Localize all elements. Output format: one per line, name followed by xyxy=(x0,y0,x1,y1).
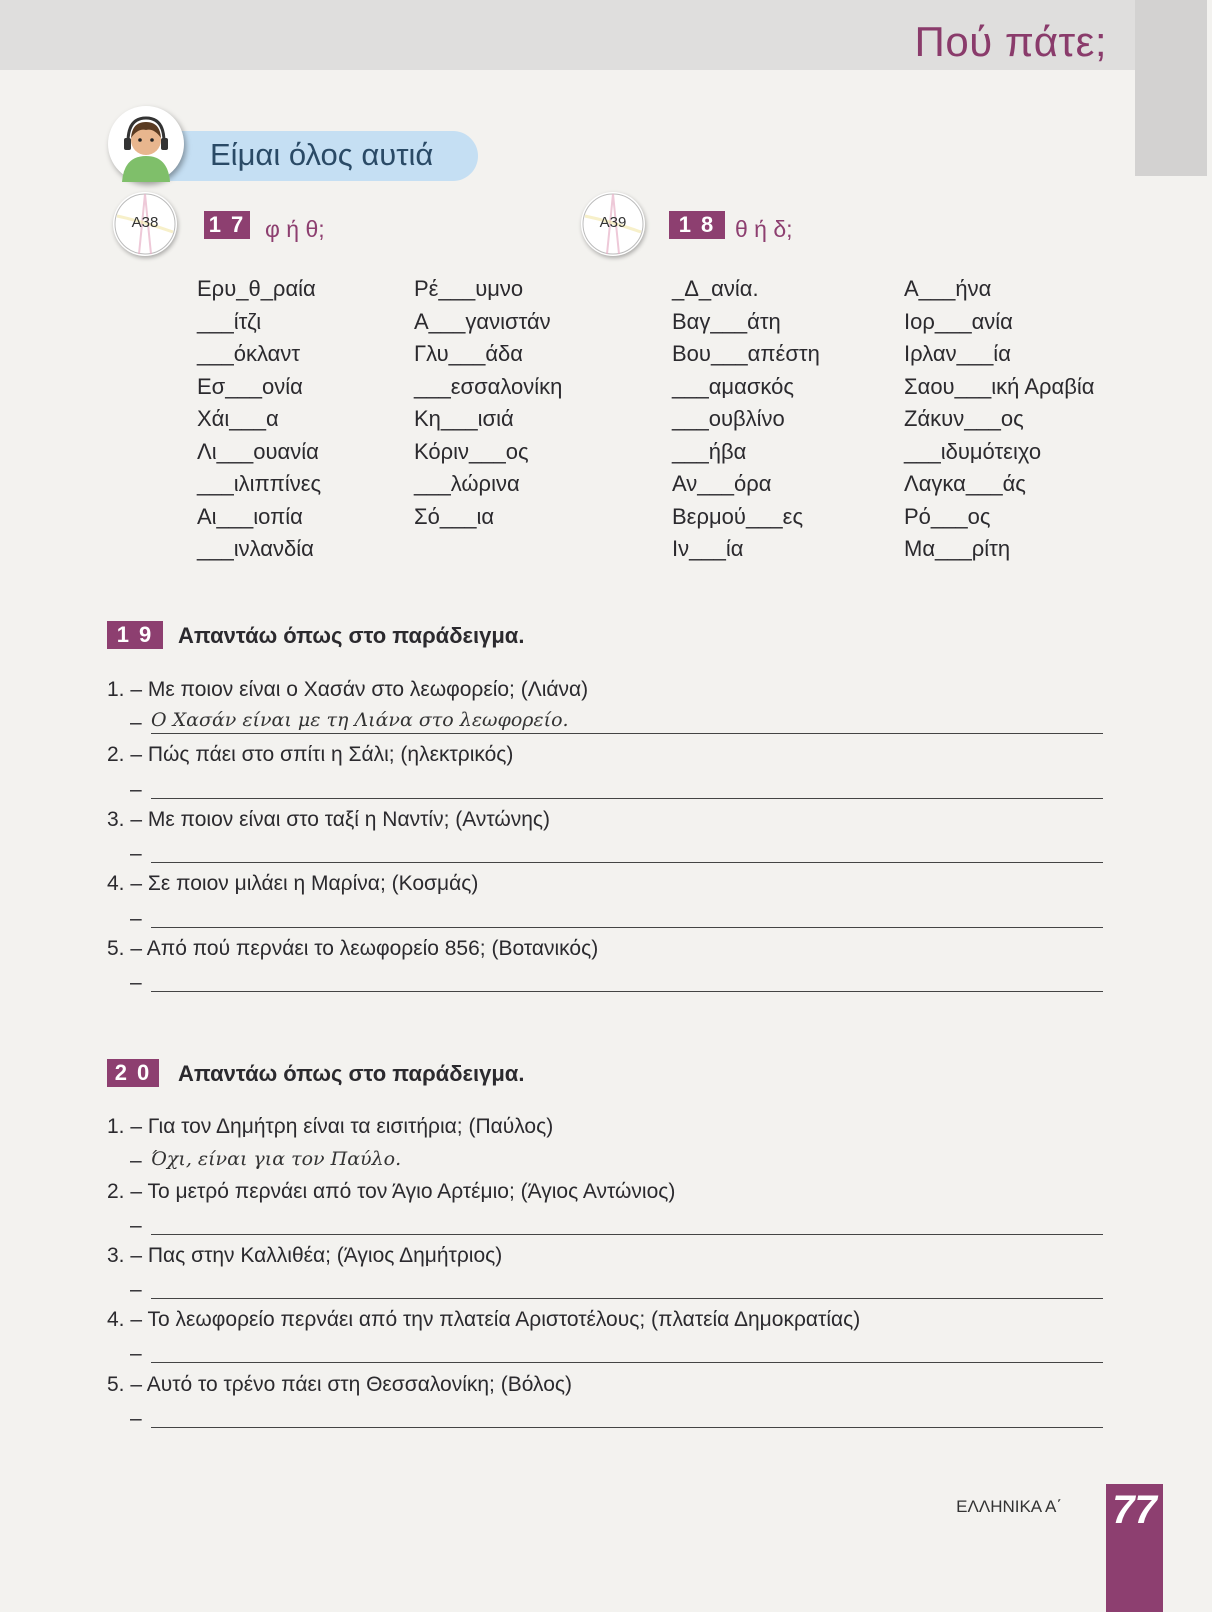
word-item: Ιορ___ανία xyxy=(904,308,1013,334)
book-title: ΕΛΛΗΝΙΚΑ Α΄ xyxy=(956,1497,1062,1516)
word-item: Βαγ___άτη xyxy=(672,308,781,334)
answer-dash: – xyxy=(130,711,142,734)
question: 5. – Αυτό το τρένο πάει στη Θεσσαλονίκη; (Βόλος) xyxy=(107,1373,572,1396)
answer-line[interactable] xyxy=(151,1362,1103,1363)
exercise-title: Απαντάω όπως στο παράδειγμα. xyxy=(178,623,525,648)
word-item: Ζάκυν___ος xyxy=(904,406,1024,431)
word-item: _Δ_ανία. xyxy=(672,276,759,301)
section-title: Είμαι όλος αυτιά xyxy=(210,137,434,172)
track-label: A38 xyxy=(131,214,159,231)
answer-dash: – xyxy=(130,842,142,865)
word-item: Σαου___ική Αραβία xyxy=(904,373,1095,399)
exercise-number: 1 8 xyxy=(669,211,725,239)
word-item: ___λώρινα xyxy=(414,471,520,496)
word-list xyxy=(672,273,820,566)
exercise-instruction: φ ή θ; xyxy=(265,216,325,242)
side-band xyxy=(1135,0,1207,176)
exercise-number: 1 9 xyxy=(107,621,163,649)
word-item: ___αμασκός xyxy=(672,373,794,399)
word-item: Χάι___α xyxy=(197,406,279,431)
answer-dash: – xyxy=(130,907,142,930)
answer-dash: – xyxy=(130,971,142,994)
word-item: ___ίτζι xyxy=(197,308,262,334)
word-item: Ρό___ος xyxy=(904,503,991,529)
answer-line[interactable] xyxy=(151,1234,1103,1235)
word-item: ___εσσαλονίκη xyxy=(414,373,563,399)
question: 2. – Το μετρό περνάει από τον Άγιο Αρτέμιο; (Άγιος Αντώνιος) xyxy=(107,1180,676,1203)
word-item: ___ήβα xyxy=(672,438,747,464)
exercise-instruction: θ ή δ; xyxy=(735,216,793,242)
word-item: Αν___όρα xyxy=(672,471,772,496)
question: 1. – Για τον Δημήτρη είναι τα εισιτήρια; (Παύλος) xyxy=(107,1115,554,1138)
exercise-title: Απαντάω όπως στο παράδειγμα. xyxy=(178,1061,525,1086)
word-item: Ερυ_θ_ραία xyxy=(197,276,316,301)
answer-line[interactable] xyxy=(151,798,1103,799)
word-list xyxy=(904,273,1094,566)
word-item: Βου___απέστη xyxy=(672,341,820,366)
word-item: Αι___ιοπία xyxy=(197,503,303,529)
word-item: ___ουβλίνο xyxy=(672,406,785,431)
word-item: Βερμού___ες xyxy=(672,503,804,529)
word-item: Ιν___ία xyxy=(672,536,744,561)
answer-dash: – xyxy=(130,1149,142,1172)
word-item: ___ινλανδία xyxy=(197,536,314,561)
answer-dash: – xyxy=(130,1278,142,1301)
word-item: ___όκλαντ xyxy=(197,341,301,366)
exercise-number: 1 7 xyxy=(204,211,250,239)
word-item: Ιρλαν___ία xyxy=(904,341,1011,366)
answer-line[interactable] xyxy=(151,733,1103,734)
question: 4. – Σε ποιον μιλάει η Μαρίνα; (Κοσμάς) xyxy=(107,872,479,895)
page-number: 77 xyxy=(1112,1488,1157,1532)
answer-line[interactable] xyxy=(151,1298,1103,1299)
example-answer: Ο Χασάν είναι με τη Λιάνα στο λεωφορείο. xyxy=(151,709,569,731)
listener-headphones-icon xyxy=(108,106,184,182)
word-item: Λαγκα___άς xyxy=(904,471,1026,496)
word-item: Κη___ισιά xyxy=(414,406,514,431)
question: 4. – Το λεωφορείο περνάει από την πλατεία Αριστοτέλους; (πλατεία Δημοκρατίας) xyxy=(107,1308,861,1331)
answer-dash: – xyxy=(130,1407,142,1430)
answer-line[interactable] xyxy=(151,1427,1103,1428)
track-label: A39 xyxy=(599,214,627,231)
chapter-title: Πού πάτε; xyxy=(914,18,1107,65)
word-item: Σό___ια xyxy=(414,503,495,529)
answer-dash: – xyxy=(130,1342,142,1365)
exercise-number: 2 0 xyxy=(107,1059,159,1087)
answer-line[interactable] xyxy=(151,862,1103,863)
word-list xyxy=(197,273,321,566)
word-item: Μα___ρίτη xyxy=(904,536,1011,561)
answer-line[interactable] xyxy=(151,927,1103,928)
answer-dash: – xyxy=(130,778,142,801)
example-answer: Όχι, είναι για τον Παύλο. xyxy=(151,1148,402,1170)
word-item: Α___ήνα xyxy=(904,276,992,301)
word-item: Κόριν___ος xyxy=(414,438,529,464)
word-item: Ρέ___υμνο xyxy=(414,276,524,301)
question: 1. – Με ποιον είναι ο Χασάν στο λεωφορείο; (Λιάνα) xyxy=(107,678,589,701)
word-item: Εσ___ονία xyxy=(197,373,303,399)
question: 3. – Πας στην Καλλιθέα; (Άγιος Δημήτριος) xyxy=(107,1244,503,1267)
word-item: ___ιδυμότειχο xyxy=(904,438,1042,464)
question: 5. – Από πού περνάει το λεωφορείο 856; (Βοτανικός) xyxy=(107,937,599,960)
word-list xyxy=(414,273,562,533)
question: 2. – Πώς πάει στο σπίτι η Σάλι; (ηλεκτρικός) xyxy=(107,743,514,766)
word-item: Λι___ουανία xyxy=(197,438,319,464)
word-item: Α___γανιστάν xyxy=(414,308,551,334)
question: 3. – Με ποιον είναι στο ταξί η Ναντίν; (Αντώνης) xyxy=(107,808,551,831)
answer-line[interactable] xyxy=(151,991,1103,992)
word-item: Γλυ___άδα xyxy=(414,341,524,366)
word-item: ___ιλιππίνες xyxy=(197,471,322,496)
answer-dash: – xyxy=(130,1214,142,1237)
